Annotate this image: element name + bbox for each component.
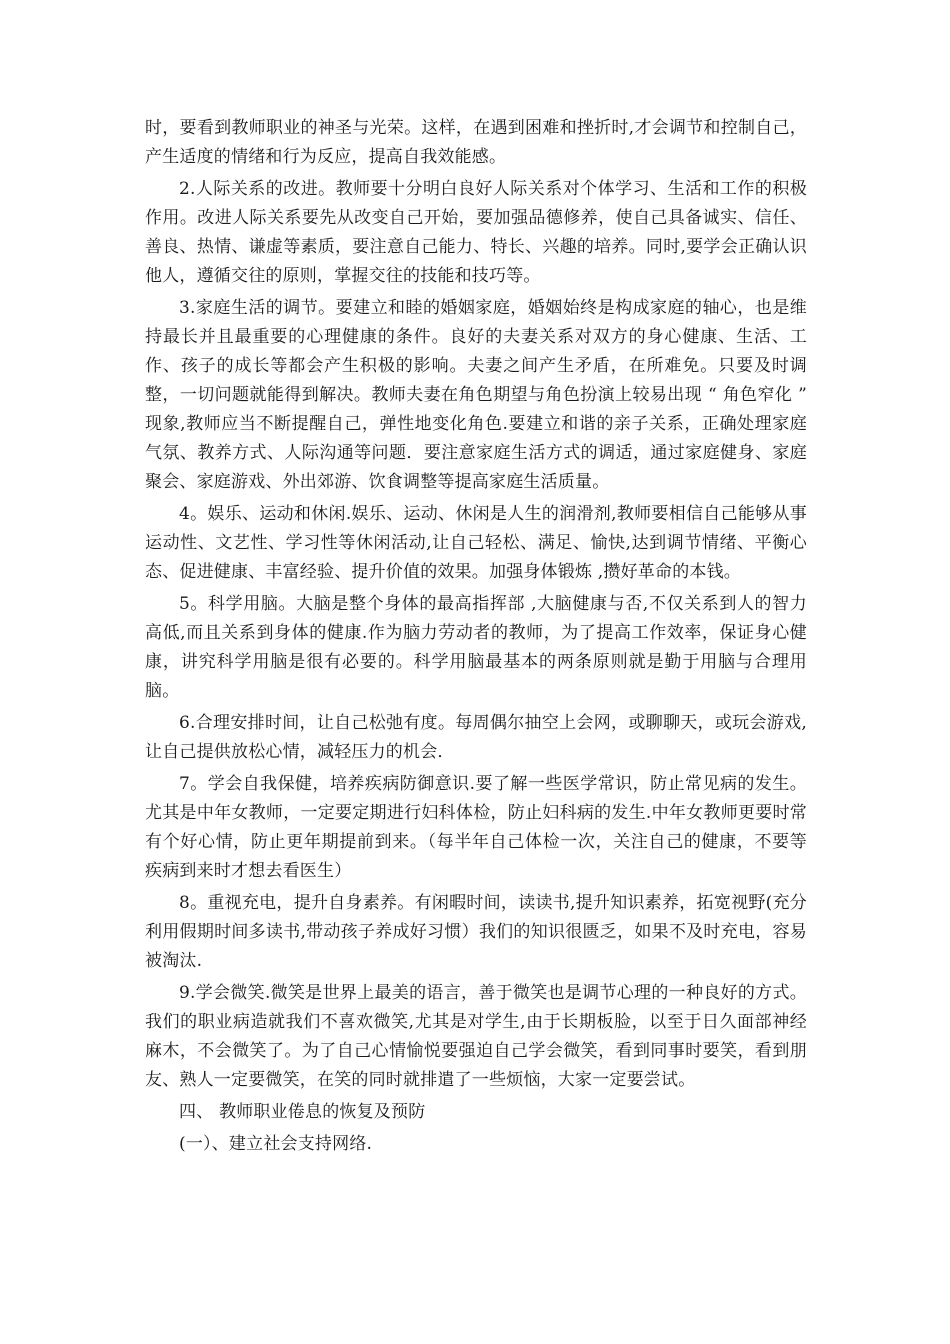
section-heading: 四、 教师职业倦息的恢复及预防 [179, 1102, 426, 1122]
paragraph-continuation: 时，要看到教师职业的神圣与光荣。这样，在遇到困难和挫折时,才会调节和控制自己，产生适度的情绪和行为反应，提高自我效能感。 [145, 118, 807, 167]
paragraph-brain-use: 5。科学用脑。大脑是整个身体的最高指挥部 ,大脑健康与否,不仅关系到人的智力高低,而且关系到身体的健康.作为脑力劳动者的教师，为了提高工作效率，保证身心健康，讲究科学用脑是很有必要的。科学用脑最基本的两条原则就是勤于用脑与合理用脑。 [145, 594, 807, 701]
paragraph-interpersonal: 2.人际关系的改进。教师要十分明白良好人际关系对个体学习、生活和工作的积极作用。改进人际关系要先从改变自己开始，要加强品德修养，使自己具备诚实、信任、善良、热情、谦虚等素质，要注意自己能力、特长、兴趣的培养。同时,要学会正确认识他人，遵循交往的原则，掌握交往的技能和技巧等。 [145, 179, 807, 286]
paragraph-family-life: 3.家庭生活的调节。要建立和睦的婚姻家庭，婚姻始终是构成家庭的轴心，也是维持最长并且最重要的心理健康的条件。良好的夫妻关系对双方的身心健康、生活、工作、孩子的成长等都会产生积极的影响。夫妻之间产生矛盾，在所难免。只要及时调整，一切问题就能得到解决。教师夫妻在角色期望与角色扮演上较易出现 “ 角色窄化 ” 现象,教师应当不断提醒自己，弹性地变化角色.要建立和谐的亲子关系，正确处理家庭气氛、教养方式、人际沟通等问题．要注意家庭生活方式的调适，通过家庭健身、家庭聚会、家庭游戏、外出郊游、饮食调整等提高家庭生活质量。 [145, 298, 807, 492]
subsection-heading: (一）、建立社会支持网络. [179, 1134, 373, 1154]
document-body [145, 114, 807, 1162]
paragraph-recreation: 4。娱乐、运动和休闲.娱乐、运动、休闲是人生的润滑剂,教师要相信自己能够从事运动性、文艺性、学习性等休闲活动,让自己轻松、满足、愉快,达到调节情绪、平衡心态、促进健康、丰富经验、提升价值的效果。加强身体锻炼 ,攒好革命的本钱。 [145, 504, 807, 582]
paragraph-self-improvement: 8。重视充电，提升自身素养。有闲暇时间，读读书,提升知识素养，拓宽视野(充分利用假期时间多读书,带动孩子养成好习惯）我们的知识很匮乏，如果不及时充电，容易被淘汰. [145, 893, 807, 971]
paragraph-health-care: 7。学会自我保健，培养疾病防御意识.要了解一些医学常识，防止常见病的发生。尤其是中年女教师，一定要定期进行妇科体检，防止妇科病的发生.中年女教师更要时常有个好心情，防止更年期提前到来。（每半年自己体检一次，关注自己的健康，不要等疾病到来时才想去看医生） [145, 774, 807, 881]
paragraph-time-management: 6.合理安排时间，让自己松弛有度。每周偶尔抽空上会网，或聊聊天，或玩会游戏,让自己提供放松心情，减轻压力的机会． [145, 713, 807, 762]
paragraph-smile: 9.学会微笑.微笑是世界上最美的语言，善于微笑也是调节心理的一种良好的方式。我们的职业病造就我们不喜欢微笑,尤其是对学生,由于长期板脸，以至于日久面部神经麻木，不会微笑了。为了自己心情愉悦要强迫自己学会微笑，看到同事时要笑，看到朋友、熟人一定要微笑，在笑的同时就排遣了一些烦恼，大家一定要尝试。 [145, 983, 807, 1090]
